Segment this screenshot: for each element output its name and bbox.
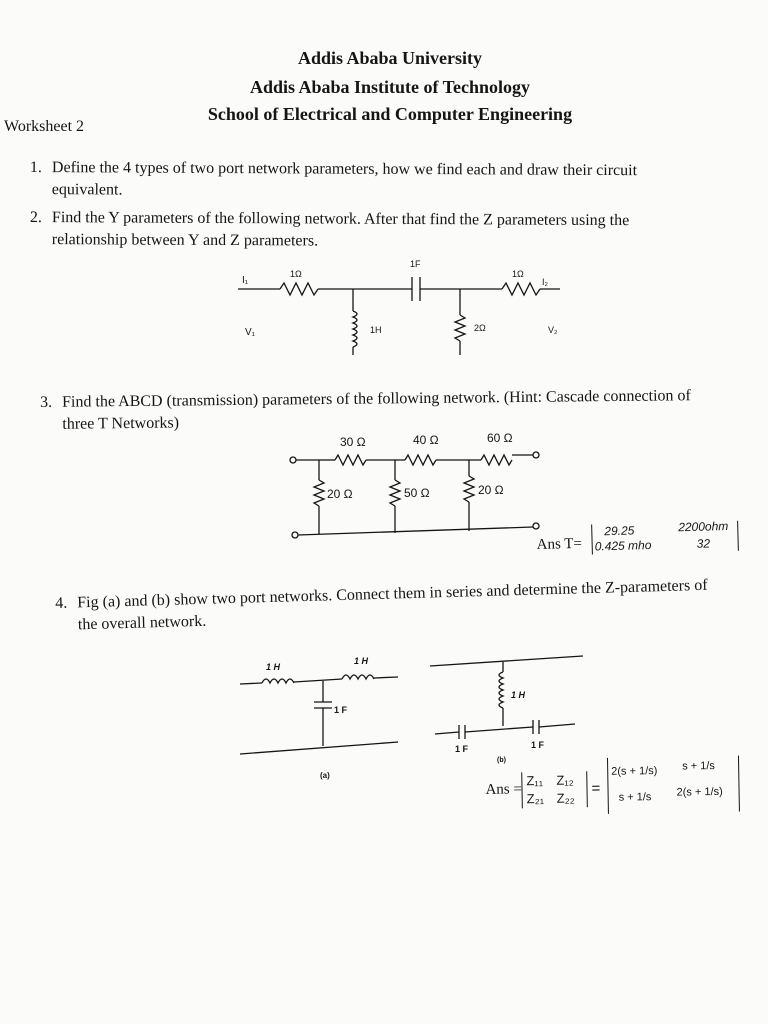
l1-label: 1H	[370, 325, 382, 335]
question-number: 3.	[40, 393, 53, 411]
c2-label: 1 F	[531, 740, 545, 750]
matrix-a: 29.25	[604, 523, 635, 539]
circuit-question-2	[230, 255, 570, 370]
university-name: Addis Ababa University	[297, 48, 483, 68]
z11: Z₁₁	[526, 772, 544, 789]
question-text-line1: Find the ABCD (transmission) parameters of the following network. (Hint: Cascade connection of	[62, 387, 691, 411]
r-shunt-2: 50 Ω	[404, 486, 430, 500]
transmission-matrix	[591, 518, 739, 555]
answer-label: Ans T=	[536, 535, 583, 553]
r2-label: 1Ω	[512, 269, 524, 279]
matrix-b: 2200ohm	[678, 518, 729, 535]
caption-a: (a)	[320, 771, 330, 780]
v1-label: V₁	[245, 327, 256, 338]
question-text-line2: relationship between Y and Z parameters.	[51, 231, 319, 250]
r-shunt-1: 20 Ω	[327, 487, 353, 501]
result-12: s + 1/s	[682, 759, 715, 773]
result-matrix	[607, 756, 740, 814]
c1-label: 1 F	[455, 744, 469, 754]
question-text-line2: the overall network.	[77, 612, 207, 634]
c1-label: 1F	[410, 259, 421, 269]
c-label: 1 F	[334, 705, 348, 715]
worksheet-title: Worksheet 2	[4, 118, 85, 135]
r-series-1: 30 Ω	[340, 435, 366, 449]
answer-label: Ans =	[485, 781, 523, 798]
result-22: 2(s + 1/s)	[676, 785, 723, 799]
question-text-line2: equivalent.	[51, 181, 123, 199]
equals-sign: =	[591, 779, 601, 798]
result-21: s + 1/s	[618, 791, 652, 804]
caption-b: (b)	[497, 757, 506, 764]
answer-question-4	[485, 755, 746, 820]
question-number: 1.	[29, 158, 42, 177]
question-text-line1: Define the 4 types of two port network parameters, how we find each and draw their circuit	[51, 159, 638, 180]
circuit-4b	[425, 648, 590, 768]
question-3	[40, 385, 750, 436]
r-series-3: 60 Ω	[487, 431, 513, 445]
school-name: School of Electrical and Computer Engineering	[207, 104, 573, 124]
z12: Z₁₂	[556, 772, 574, 788]
question-1	[30, 157, 750, 205]
question-4	[55, 573, 756, 637]
r1-label: 1Ω	[290, 269, 302, 279]
z21: Z₂₁	[526, 790, 545, 807]
l-label: 1 H	[511, 690, 526, 700]
r3-label: 2Ω	[474, 323, 486, 333]
matrix-d: 32	[696, 536, 711, 551]
z-matrix	[521, 771, 588, 808]
question-text-line2: three T Networks)	[62, 414, 180, 433]
l2-label: 1 H	[354, 656, 369, 666]
i2-label: I₂	[542, 277, 548, 287]
answer-question-3	[536, 515, 737, 560]
question-number: 4.	[55, 594, 68, 612]
l1-label: 1 H	[266, 662, 281, 672]
question-text-line1: Find the Y parameters of the following network. After that find the Z parameters using the	[51, 209, 630, 230]
circuit-question-3	[285, 430, 550, 545]
question-2	[30, 207, 750, 255]
r-shunt-3: 20 Ω	[478, 483, 504, 497]
question-text-line1: Fig (a) and (b) show two port networks. Connect them in series and determine the Z-parameters of	[77, 576, 708, 612]
matrix-c: 0.425 mho	[594, 537, 652, 554]
question-number: 2.	[29, 208, 42, 227]
r-series-2: 40 Ω	[413, 433, 439, 447]
v2-label: V₂	[548, 325, 558, 335]
z22: Z₂₂	[556, 790, 575, 806]
i1-label: I₁	[242, 275, 249, 286]
circuit-4a	[238, 650, 408, 780]
result-11: 2(s + 1/s)	[611, 764, 658, 778]
institute-name: Addis Ababa Institute of Technology	[249, 77, 531, 97]
